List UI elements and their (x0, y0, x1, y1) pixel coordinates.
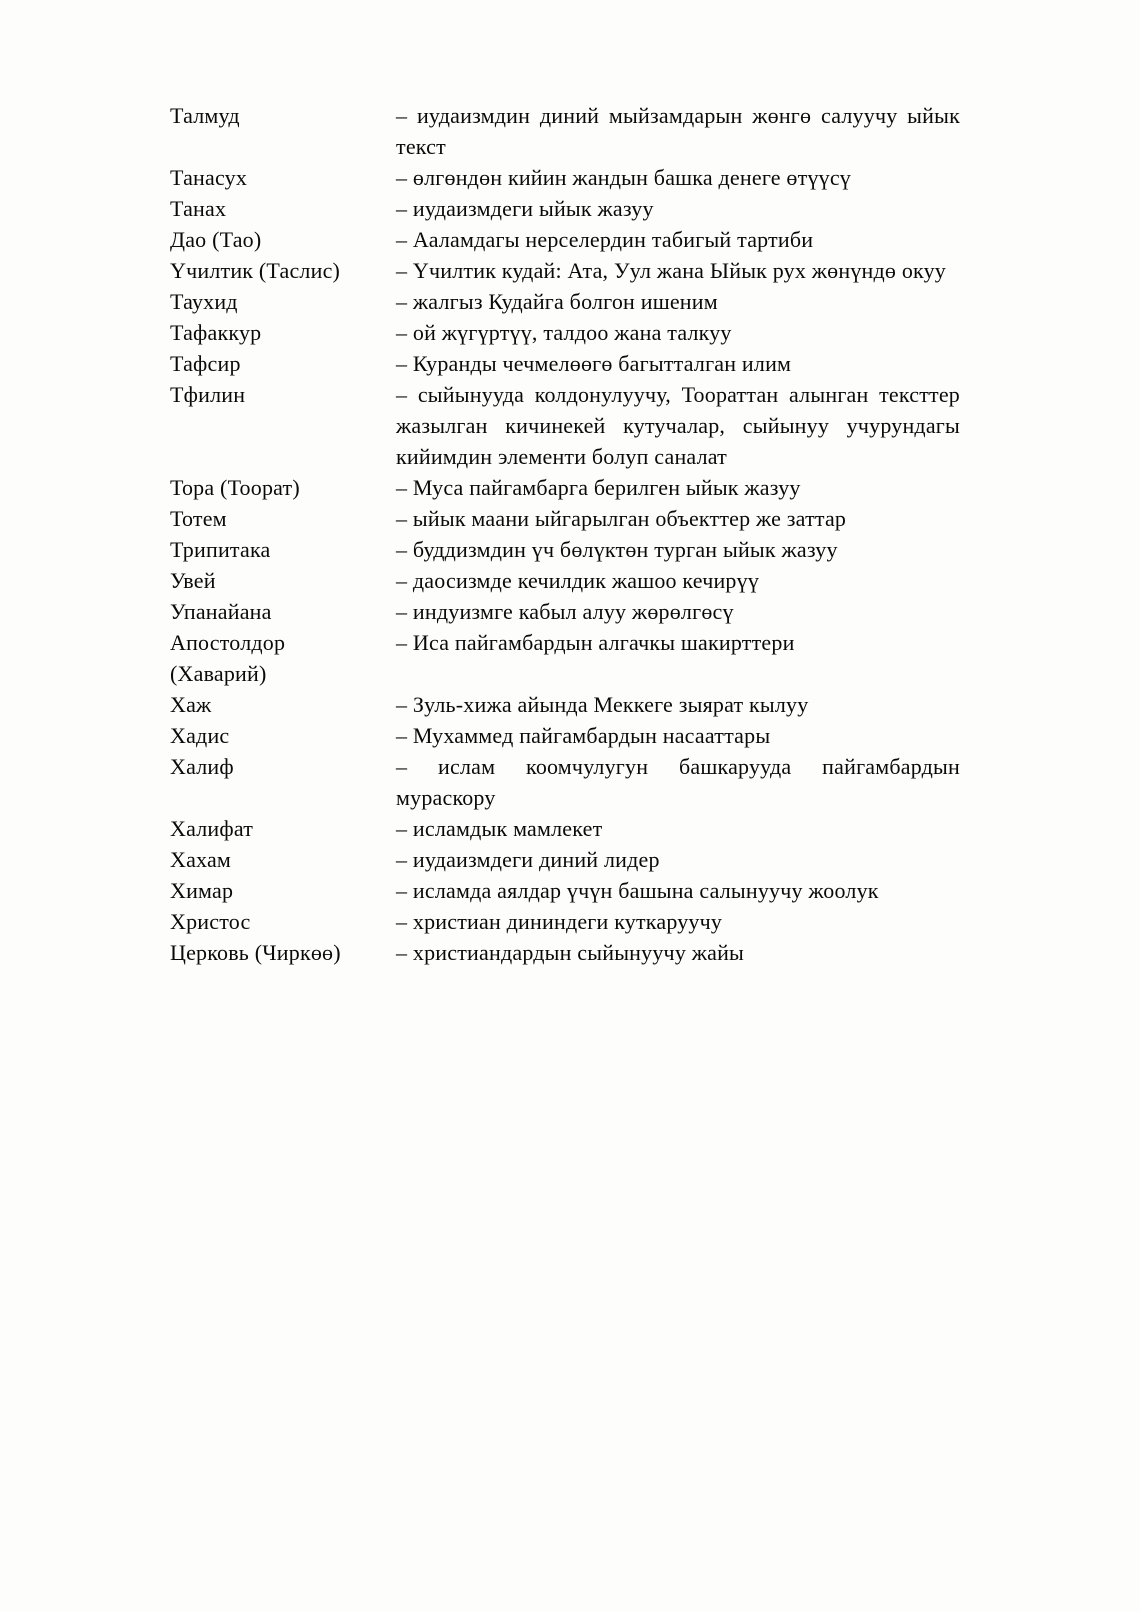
glossary-entry (170, 379, 960, 472)
glossary-definition: – Мухаммед пайгамбардын насааттары (396, 723, 771, 748)
glossary-term: Увей (170, 568, 216, 593)
glossary-entry (170, 906, 960, 937)
glossary-definition: – христиандардын сыйынуучу жайы (396, 940, 745, 965)
glossary-entry (170, 627, 960, 689)
glossary-definition: – ой жүгүртүү, талдоо жана талкуу (396, 320, 732, 345)
glossary-definition: – Куранды чечмелөөгө багытталган илим (396, 351, 792, 376)
glossary-definition: – буддизмдин үч бөлүктөн турган ыйык жазуу (396, 537, 838, 562)
glossary-entry (170, 875, 960, 906)
glossary-entry (170, 844, 960, 875)
glossary-entry (170, 348, 960, 379)
glossary-entry (170, 472, 960, 503)
glossary-definition: – исламда аялдар үчүн башына салынуучу жоолук (396, 878, 879, 903)
glossary-definition: – Үчилтик кудай: Ата, Уул жана Ыйык рух жөнүндө окуу (396, 258, 947, 283)
glossary-term: Христос (170, 909, 251, 934)
glossary-term: Дао (Тао) (170, 227, 262, 252)
glossary-definition: – индуизмге кабыл алуу жөрөлгөсү (396, 599, 734, 624)
glossary-entry (170, 689, 960, 720)
glossary-entry (170, 720, 960, 751)
glossary-definition: – ислам коомчулугун башкарууда пайгамбардын мураскору (396, 754, 960, 810)
glossary-definition: – Зуль-хижа айында Меккеге зыярат кылуу (396, 692, 809, 717)
glossary-term: Трипитака (170, 537, 271, 562)
glossary-entry (170, 751, 960, 813)
glossary-entry (170, 534, 960, 565)
glossary-list (170, 100, 960, 968)
glossary-entry (170, 596, 960, 627)
glossary-definition: – өлгөндөн кийин жандын башка денеге өтүүсү (396, 165, 852, 190)
glossary-entry (170, 162, 960, 193)
glossary-entry (170, 193, 960, 224)
glossary-definition: – иудаизмдеги ыйык жазуу (396, 196, 654, 221)
glossary-entry (170, 937, 960, 968)
glossary-term: Химар (170, 878, 234, 903)
glossary-definition: – Иса пайгамбардын алгачкы шакирттери (396, 630, 795, 655)
glossary-term: Таухид (170, 289, 238, 314)
glossary-term: Тотем (170, 506, 227, 531)
glossary-term: Хаж (170, 692, 212, 717)
glossary-term: Танасух (170, 165, 248, 190)
glossary-term: Упанайана (170, 599, 272, 624)
glossary-definition: – иудаизмдеги диний лидер (396, 847, 660, 872)
glossary-term: Танах (170, 196, 227, 221)
glossary-definition: – даосизмде кечилдик жашоо кечирүү (396, 568, 760, 593)
glossary-definition: – исламдык мамлекет (396, 816, 603, 841)
glossary-entry (170, 503, 960, 534)
glossary-definition: – христиан дининдеги куткаруучу (396, 909, 723, 934)
glossary-term: Тора (Тоорат) (170, 475, 300, 500)
glossary-entry (170, 317, 960, 348)
glossary-entry (170, 255, 960, 286)
glossary-definition: – иудаизмдин диний мыйзамдарын жөнгө салуучу ыйык текст (396, 103, 960, 159)
glossary-definition: – Муса пайгамбарга берилген ыйык жазуу (396, 475, 801, 500)
glossary-term: Халиф (170, 754, 234, 779)
glossary-term: Хадис (170, 723, 230, 748)
glossary-term: Тфилин (170, 382, 246, 407)
glossary-definition: – ыйык маани ыйгарылган объекттер же заттар (396, 506, 847, 531)
glossary-entry (170, 224, 960, 255)
glossary-term: Тафаккур (170, 320, 262, 345)
glossary-term: Талмуд (170, 103, 240, 128)
glossary-term: Тафсир (170, 351, 241, 376)
glossary-term: Церковь (Чиркөө) (170, 940, 341, 965)
glossary-entry (170, 813, 960, 844)
glossary-entry (170, 565, 960, 596)
glossary-definition: – жалгыз Кудайга болгон ишеним (396, 289, 718, 314)
glossary-term: Үчилтик (Таслис) (170, 258, 341, 283)
glossary-term: Хахам (170, 847, 232, 872)
glossary-definition: – Ааламдагы нерселердин табигый тартиби (396, 227, 814, 252)
glossary-entry (170, 286, 960, 317)
glossary-entry (170, 100, 960, 162)
glossary-term: Апостолдор (Хаварий) (170, 630, 286, 686)
glossary-definition: – сыйынууда колдонулуучу, Тоораттан алынган тексттер жазылган кичинекей кутучалар, сыйынуу учурундагы кийимдин элементи болуп саналат (396, 382, 960, 469)
glossary-term: Халифат (170, 816, 254, 841)
